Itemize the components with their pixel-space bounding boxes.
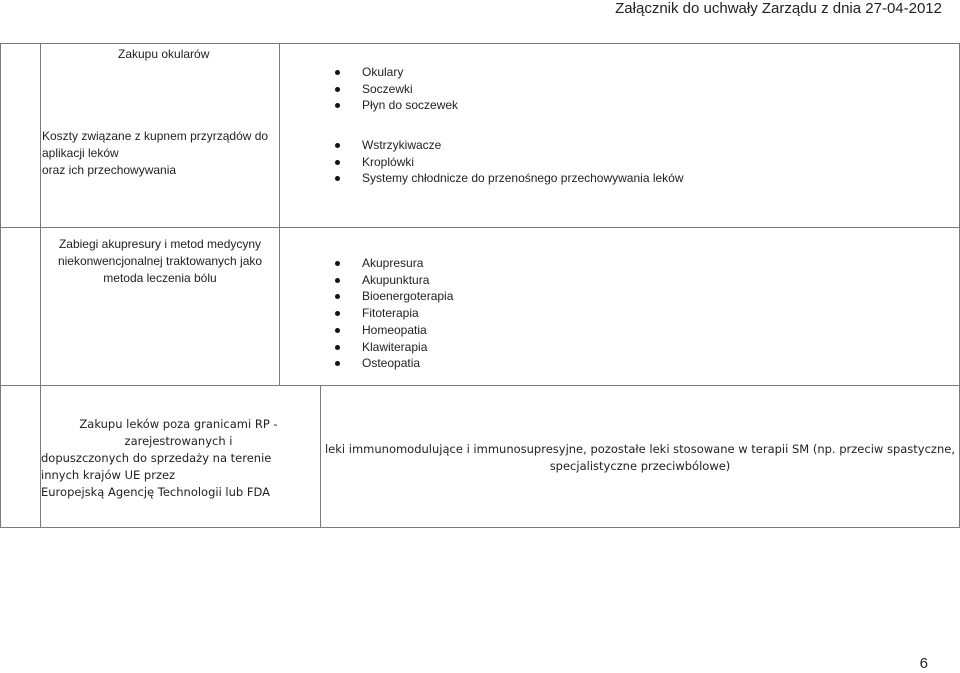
table-top-border xyxy=(0,43,960,44)
list-item: Klawiterapia xyxy=(335,339,453,356)
row-label: Zabiegi akupresury i metod medycyny niekonwencjonalnej traktowanych jako metoda leczenia bólu xyxy=(57,237,263,285)
list-item: Bioenergoterapia xyxy=(335,288,453,305)
table-column-divider-lower xyxy=(320,385,321,528)
list-item: Okulary xyxy=(335,64,458,81)
list-item: Akupresura xyxy=(335,255,453,272)
item-list xyxy=(335,64,458,114)
page-number: 6 xyxy=(919,655,928,672)
list-item: Kroplówki xyxy=(335,154,684,171)
document-header: Załącznik do uchwały Zarządu z dnia 27-04-2012 xyxy=(615,0,942,17)
drug-description: leki immunomodulujące i immunosupresyjne, pozostałe leki stosowane w terapii SM (np. przeciw spastyczne, specjalistyczne przeciwbólowe) xyxy=(324,442,955,473)
table-left-border xyxy=(0,43,1,528)
list-item: Akupunktura xyxy=(335,272,453,289)
row-label: Zakupu okularów xyxy=(118,47,210,61)
list-item: Płyn do soczewek xyxy=(335,97,458,114)
table-column-divider xyxy=(279,43,280,385)
table-bottom-border xyxy=(0,527,960,528)
row-divider xyxy=(0,385,960,386)
list-item: Fitoterapia xyxy=(335,305,453,322)
list-item: Osteopatia xyxy=(335,355,453,372)
list-item: Soczewki xyxy=(335,81,458,98)
row-divider xyxy=(0,227,960,228)
list-item: Systemy chłodnicze do przenośnego przechowywania leków xyxy=(335,170,684,187)
list-item: Wstrzykiwacze xyxy=(335,137,684,154)
row-label: Zakupu leków poza granicami RP - zarejestrowanych i dopuszczonych do sprzedaży na terenie innych krajów UE przez Europejską Agencję Technologii lub FDA xyxy=(41,417,278,499)
row-label: Koszty związane z kupnem przyrządów do aplikacji leków oraz ich przechowywania xyxy=(42,129,269,177)
item-list xyxy=(335,255,453,372)
item-list xyxy=(335,137,684,187)
list-item: Homeopatia xyxy=(335,322,453,339)
